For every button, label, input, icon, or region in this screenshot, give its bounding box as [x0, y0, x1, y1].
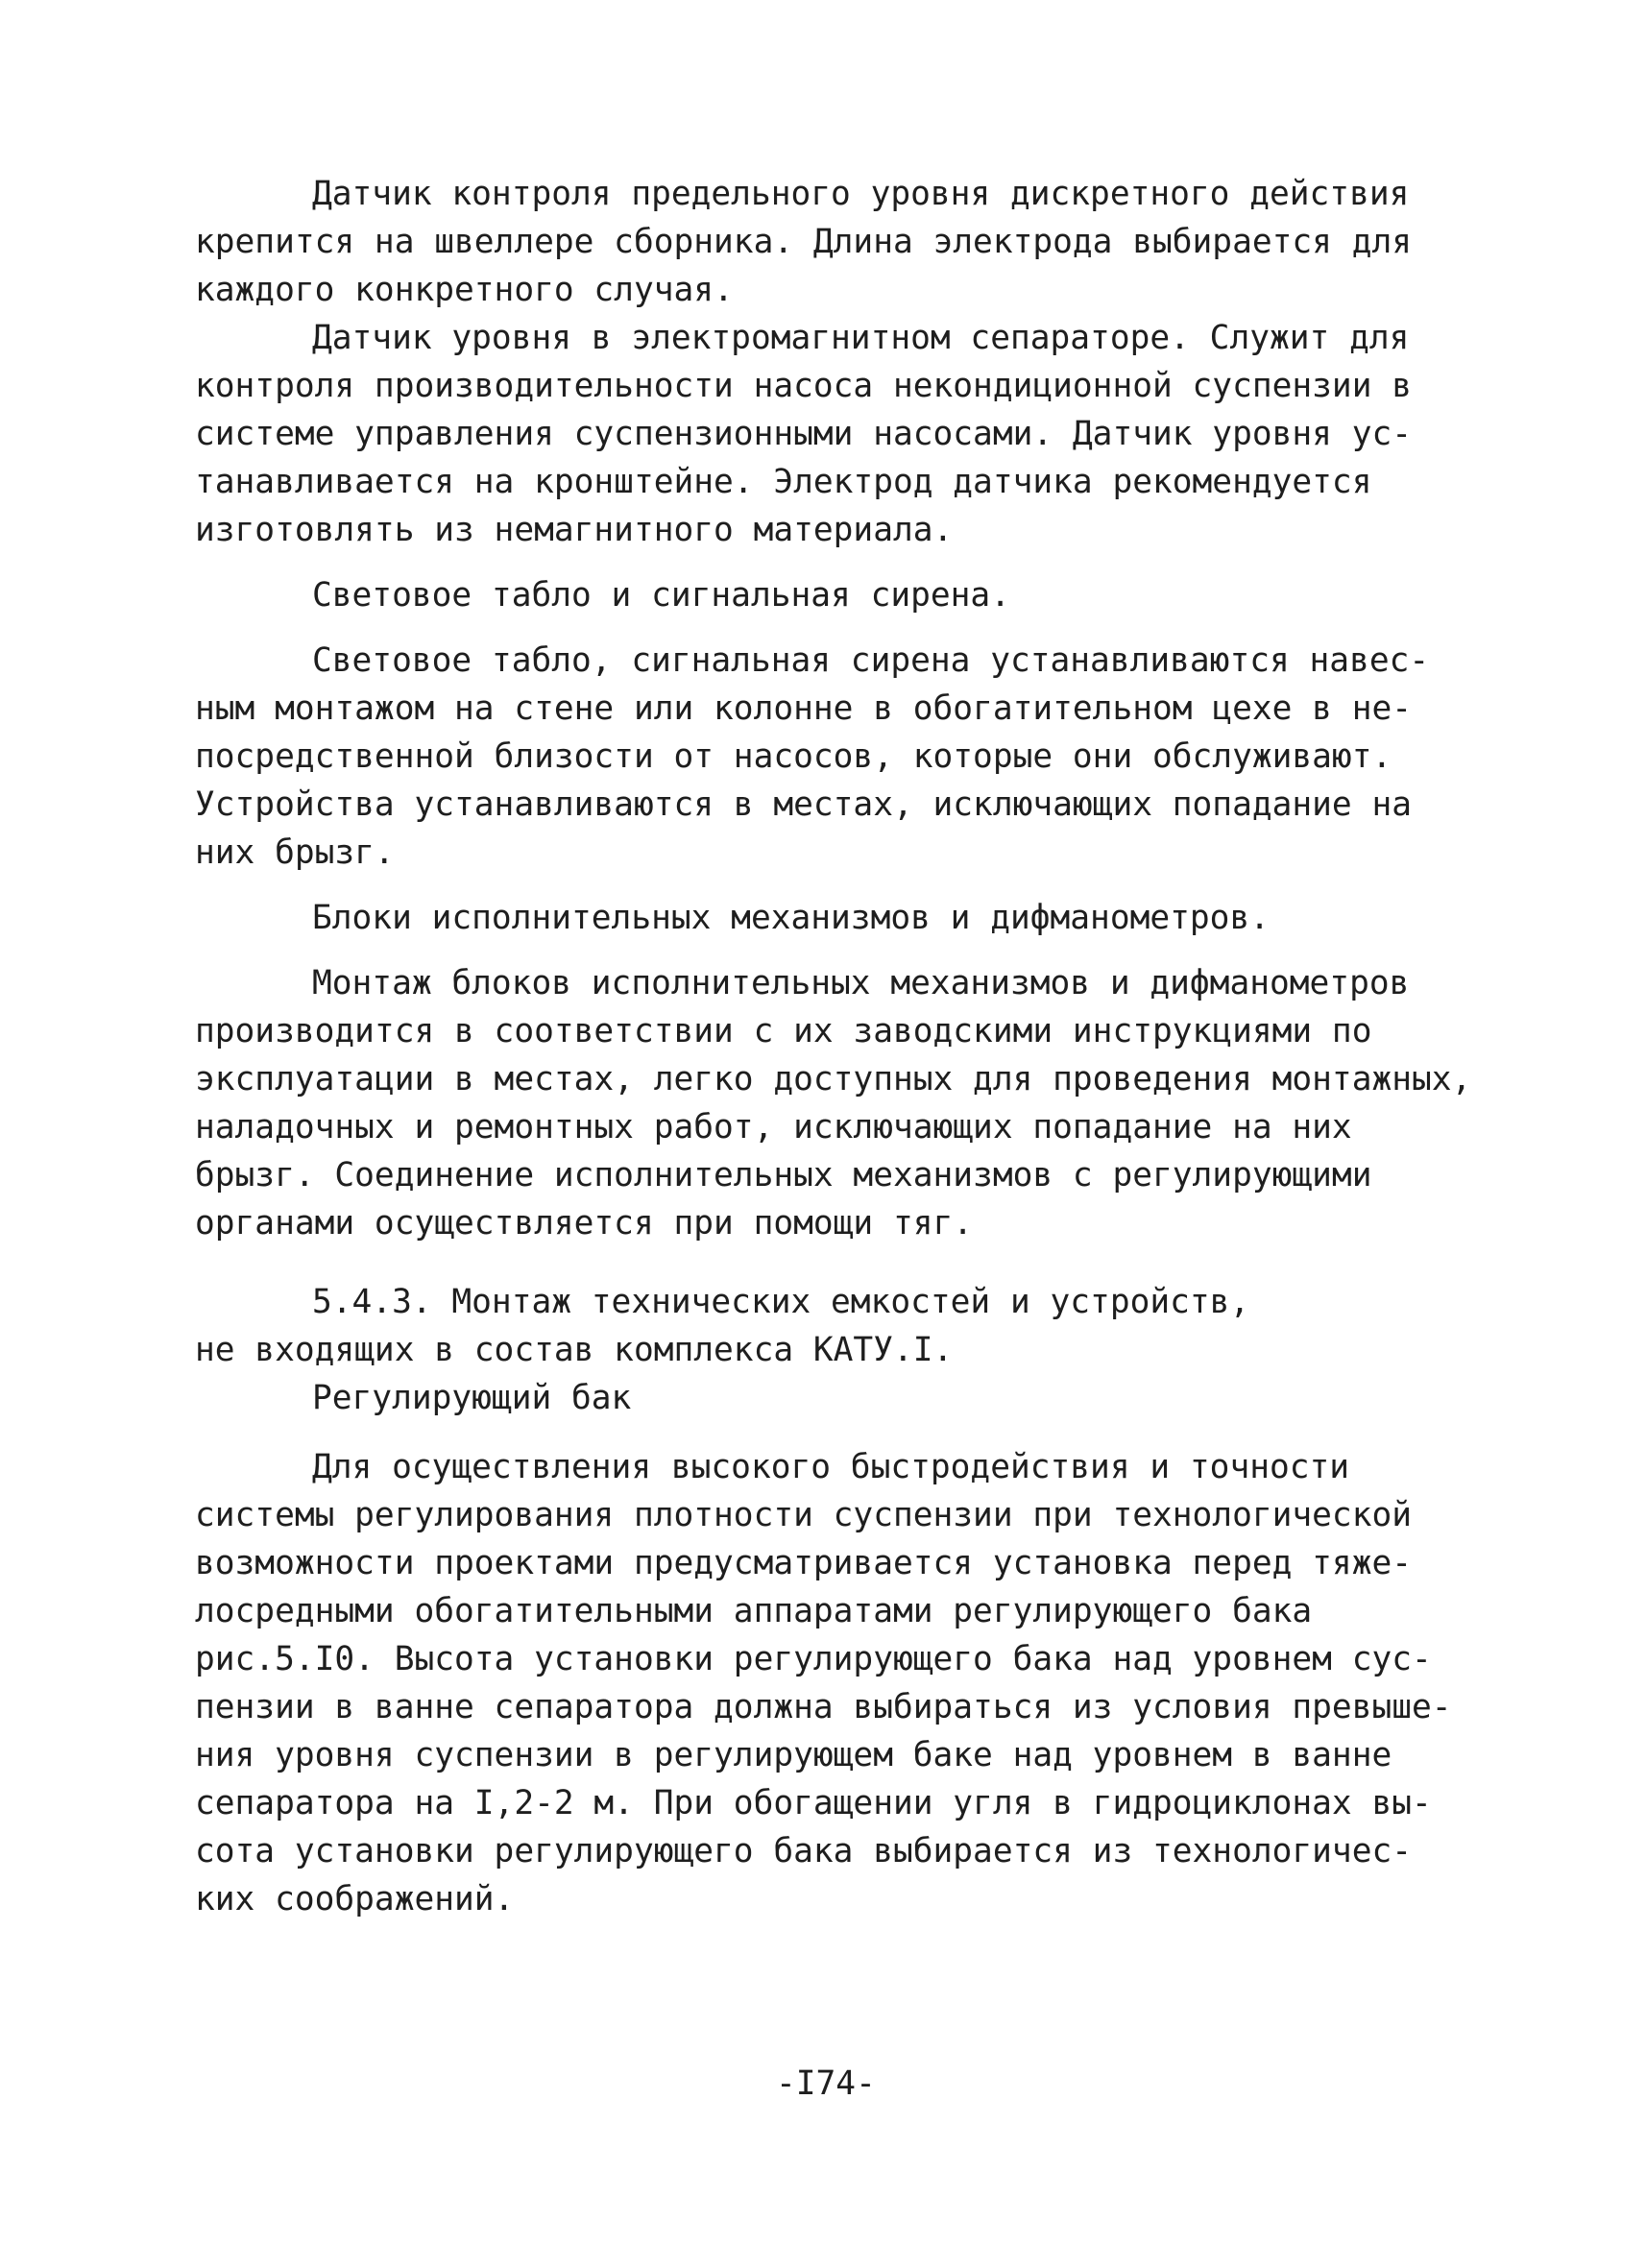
text-line: сепаратора на I,2-2 м. При обогащении угля в гидроциклонах вы-: [195, 1784, 1432, 1822]
text-line: наладочных и ремонтных работ, исключающих попадание на них: [195, 1108, 1352, 1146]
text-line: изготовлять из немагнитного материала.: [195, 511, 954, 549]
text-line: Датчик уровня в электромагнитном сепараторе. Служит для: [312, 319, 1410, 357]
text-line: Для осуществления высокого быстродействия и точности: [312, 1448, 1350, 1486]
text-line: системы регулирования плотности суспензии при технологической: [195, 1496, 1413, 1534]
text-line: каждого конкретного случая.: [195, 271, 734, 309]
text-line: контроля производительности насоса некондиционной суспензии в: [195, 367, 1413, 405]
text-line: ным монтажом на стене или колонне в обогатительном цехе в не-: [195, 689, 1413, 728]
text-line: лосредными обогатительными аппаратами регулирующего бака: [195, 1592, 1313, 1630]
text-line: Световое табло, сигнальная сирена устанавливаются навес-: [312, 641, 1430, 680]
text-line: крепится на швеллере сборника. Длина электрода выбирается для: [195, 223, 1413, 261]
section-number-heading: не входящих в состав комплекса КАТУ.I.: [195, 1331, 954, 1369]
text-line: возможности проектами предусматривается установка перед тяже-: [195, 1544, 1413, 1582]
text-line: них брызг.: [195, 833, 395, 872]
text-line: ния уровня суспензии в регулирующем баке над уровнем в ванне: [195, 1736, 1392, 1774]
text-line: Датчик контроля предельного уровня дискретного действия: [312, 175, 1410, 213]
text-line: пензии в ванне сепаратора должна выбираться из условия превыше-: [195, 1688, 1452, 1726]
section-number-heading: 5.4.3. Монтаж технических емкостей и устройств,: [312, 1283, 1250, 1321]
page-number: -I74-: [776, 2064, 876, 2103]
text-line: ких соображений.: [195, 1880, 515, 1918]
text-line: танавливается на кронштейне. Электрод датчика рекомендуется: [195, 463, 1372, 501]
text-line: Монтаж блоков исполнительных механизмов и дифманометров: [312, 964, 1410, 1002]
text-line: системе управления суспензионными насосами. Датчик уровня ус-: [195, 415, 1413, 453]
subsection-heading: Регулирующий бак: [312, 1379, 632, 1417]
text-line: органами осуществляется при помощи тяг.: [195, 1204, 974, 1243]
text-line: Устройства устанавливаются в местах, исключающих попадание на: [195, 785, 1413, 824]
text-line: посредственной близости от насосов, которые они обслуживают.: [195, 737, 1392, 776]
section-heading: Блоки исполнительных механизмов и дифманометров.: [312, 899, 1270, 937]
text-line: рис.5.I0. Высота установки регулирующего бака над уровнем сус-: [195, 1640, 1432, 1678]
text-line: сота установки регулирующего бака выбирается из технологичес-: [195, 1832, 1413, 1870]
text-line: эксплуатации в местах, легко доступных для проведения монтажных,: [195, 1060, 1472, 1098]
text-line: производится в соответствии с их заводскими инструкциями по: [195, 1012, 1372, 1050]
section-heading: Световое табло и сигнальная сирена.: [312, 576, 1010, 615]
text-line: брызг. Соединение исполнительных механизмов с регулирующими: [195, 1156, 1372, 1194]
